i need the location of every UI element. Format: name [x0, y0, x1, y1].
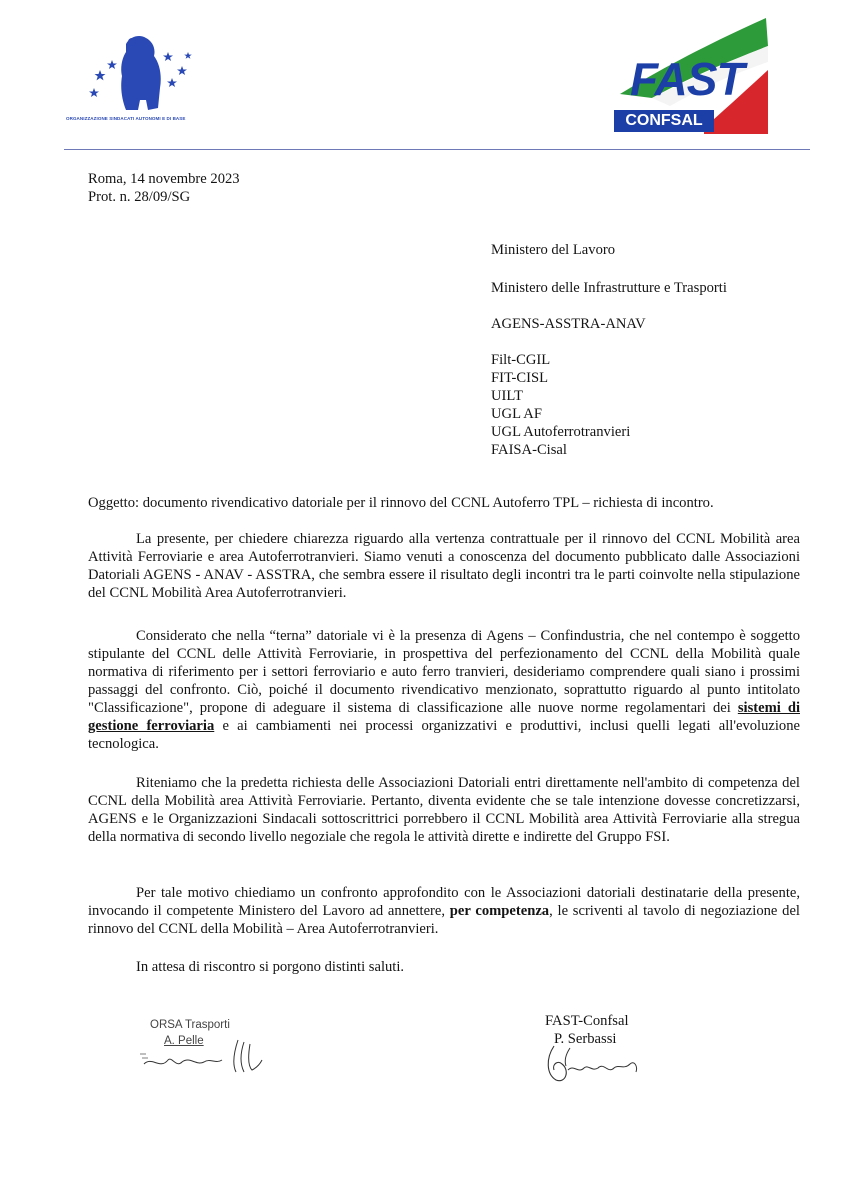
emphasis-railway-management: sistemi di gestione ferroviaria — [88, 700, 800, 734]
right-handwritten-signature — [540, 1040, 660, 1090]
left-signatory-name: A. Pelle — [164, 1035, 204, 1047]
body-paragraph-4-tail: , le scriventi al tavolo di negoziazione del rinnovo del CCNL della Mobilità – Area Autoferrotranvieri. — [88, 903, 800, 937]
recipient: FIT-CISL — [491, 370, 549, 386]
body-paragraph-2-text: Considerato che nella “terna” datoriale vi è la presenza di Agens – Confindustria, che nel contempo è soggetto stipulante del CCNL delle Attività Ferroviarie, in prospettiva del perfezionamento del CCNL della Mobilità quale normativa di riferimento per i settori ferroviario e auto ferro tranvieri, desideriamo comprendere quali siano i prossimi passaggi del confronto. Ciò, poiché il documento rivendicativo menzionato, soprattutto riguardo al punto intitolato "Classificazione", propone di adeguare il sistema di classificazione alle nuove norme regolamentari dei — [88, 628, 800, 716]
left-handwritten-signature — [138, 1034, 278, 1078]
fast-wordmark: FAST — [630, 53, 744, 105]
recipient: AGENS-ASSTRA-ANAV — [491, 316, 646, 332]
orsa-logo-caption: ORGANIZZAZIONE SINDACATI AUTONOMI E DI BASE — [66, 116, 186, 121]
closing-salutation: In attesa di riscontro si porgono distinti saluti. — [136, 959, 405, 975]
orsa-logo — [66, 30, 212, 128]
emphasis-per-competenza: per competenza — [449, 903, 550, 919]
recipient: UGL AF — [491, 406, 542, 422]
recipient: Filt-CGIL — [491, 352, 551, 368]
body-paragraph-4-text: Per tale motivo chiediamo un confronto approfondito con le Associazioni datoriali destinatarie della presente, invocando il competente Ministero del Lavoro ad annettere, — [88, 885, 800, 919]
body-paragraph-4 — [88, 884, 800, 938]
right-signatory-name: P. Serbassi — [554, 1031, 617, 1047]
right-signatory-org: FAST-Confsal — [545, 1013, 629, 1029]
place-date: Roma, 14 novembre 2023 — [88, 171, 240, 187]
confsal-wordmark: CONFSAL — [614, 110, 714, 132]
body-paragraph-3: Riteniamo che la predetta richiesta delle Associazioni Datoriali entri direttamente nell'ambito di competenza del CCNL della Mobilità area Attività Ferroviarie. Pertanto, diventa evidente che se tale intenzione dovesse concretizzarsi, AGENS e le Organizzazioni Sindacali sottoscrittrici porrebbero il CCNL Mobilità area Attività Ferroviarie alla stregua della normativa di secondo livello negoziale che regola le attività dirette e indirette del Gruppo FSI. — [88, 775, 800, 845]
bear-stars-icon — [86, 30, 212, 128]
header-divider — [64, 149, 810, 150]
body-paragraph-2 — [88, 627, 800, 753]
subject-line: Oggetto: documento rivendicativo datoriale per il rinnovo del CCNL Autoferro TPL – richiesta di incontro. — [88, 495, 714, 511]
body-paragraph-2-tail: e ai cambiamenti nei processi organizzativi e produttivi, inclusi quelli legati all'evoluzione tecnologica. — [88, 718, 801, 752]
recipient: Ministero del Lavoro — [491, 242, 616, 258]
recipient: Ministero delle Infrastrutture e Trasporti — [491, 280, 727, 296]
recipient: FAISA-Cisal — [491, 442, 567, 458]
recipient: UGL Autoferrotranvieri — [491, 424, 631, 440]
recipient: UILT — [491, 388, 523, 404]
protocol-number: Prot. n. 28/09/SG — [88, 189, 191, 205]
fast-confsal-logo — [612, 16, 772, 138]
left-signatory-org: ORSA Trasporti — [150, 1019, 230, 1031]
body-paragraph-1: La presente, per chiedere chiarezza riguardo alla vertenza contrattuale per il rinnovo del CCNL Mobilità area Attività Ferroviarie e area Autoferrotranvieri. Siamo venuti a conoscenza del documento pubblicato dalle Associazioni Datoriali AGENS - ANAV - ASSTRA, che sembra essere il risultato degli incontri tra le parti coinvolte nella stipulazione del CCNL Mobilità Area Autoferrotranvieri. — [88, 531, 800, 601]
